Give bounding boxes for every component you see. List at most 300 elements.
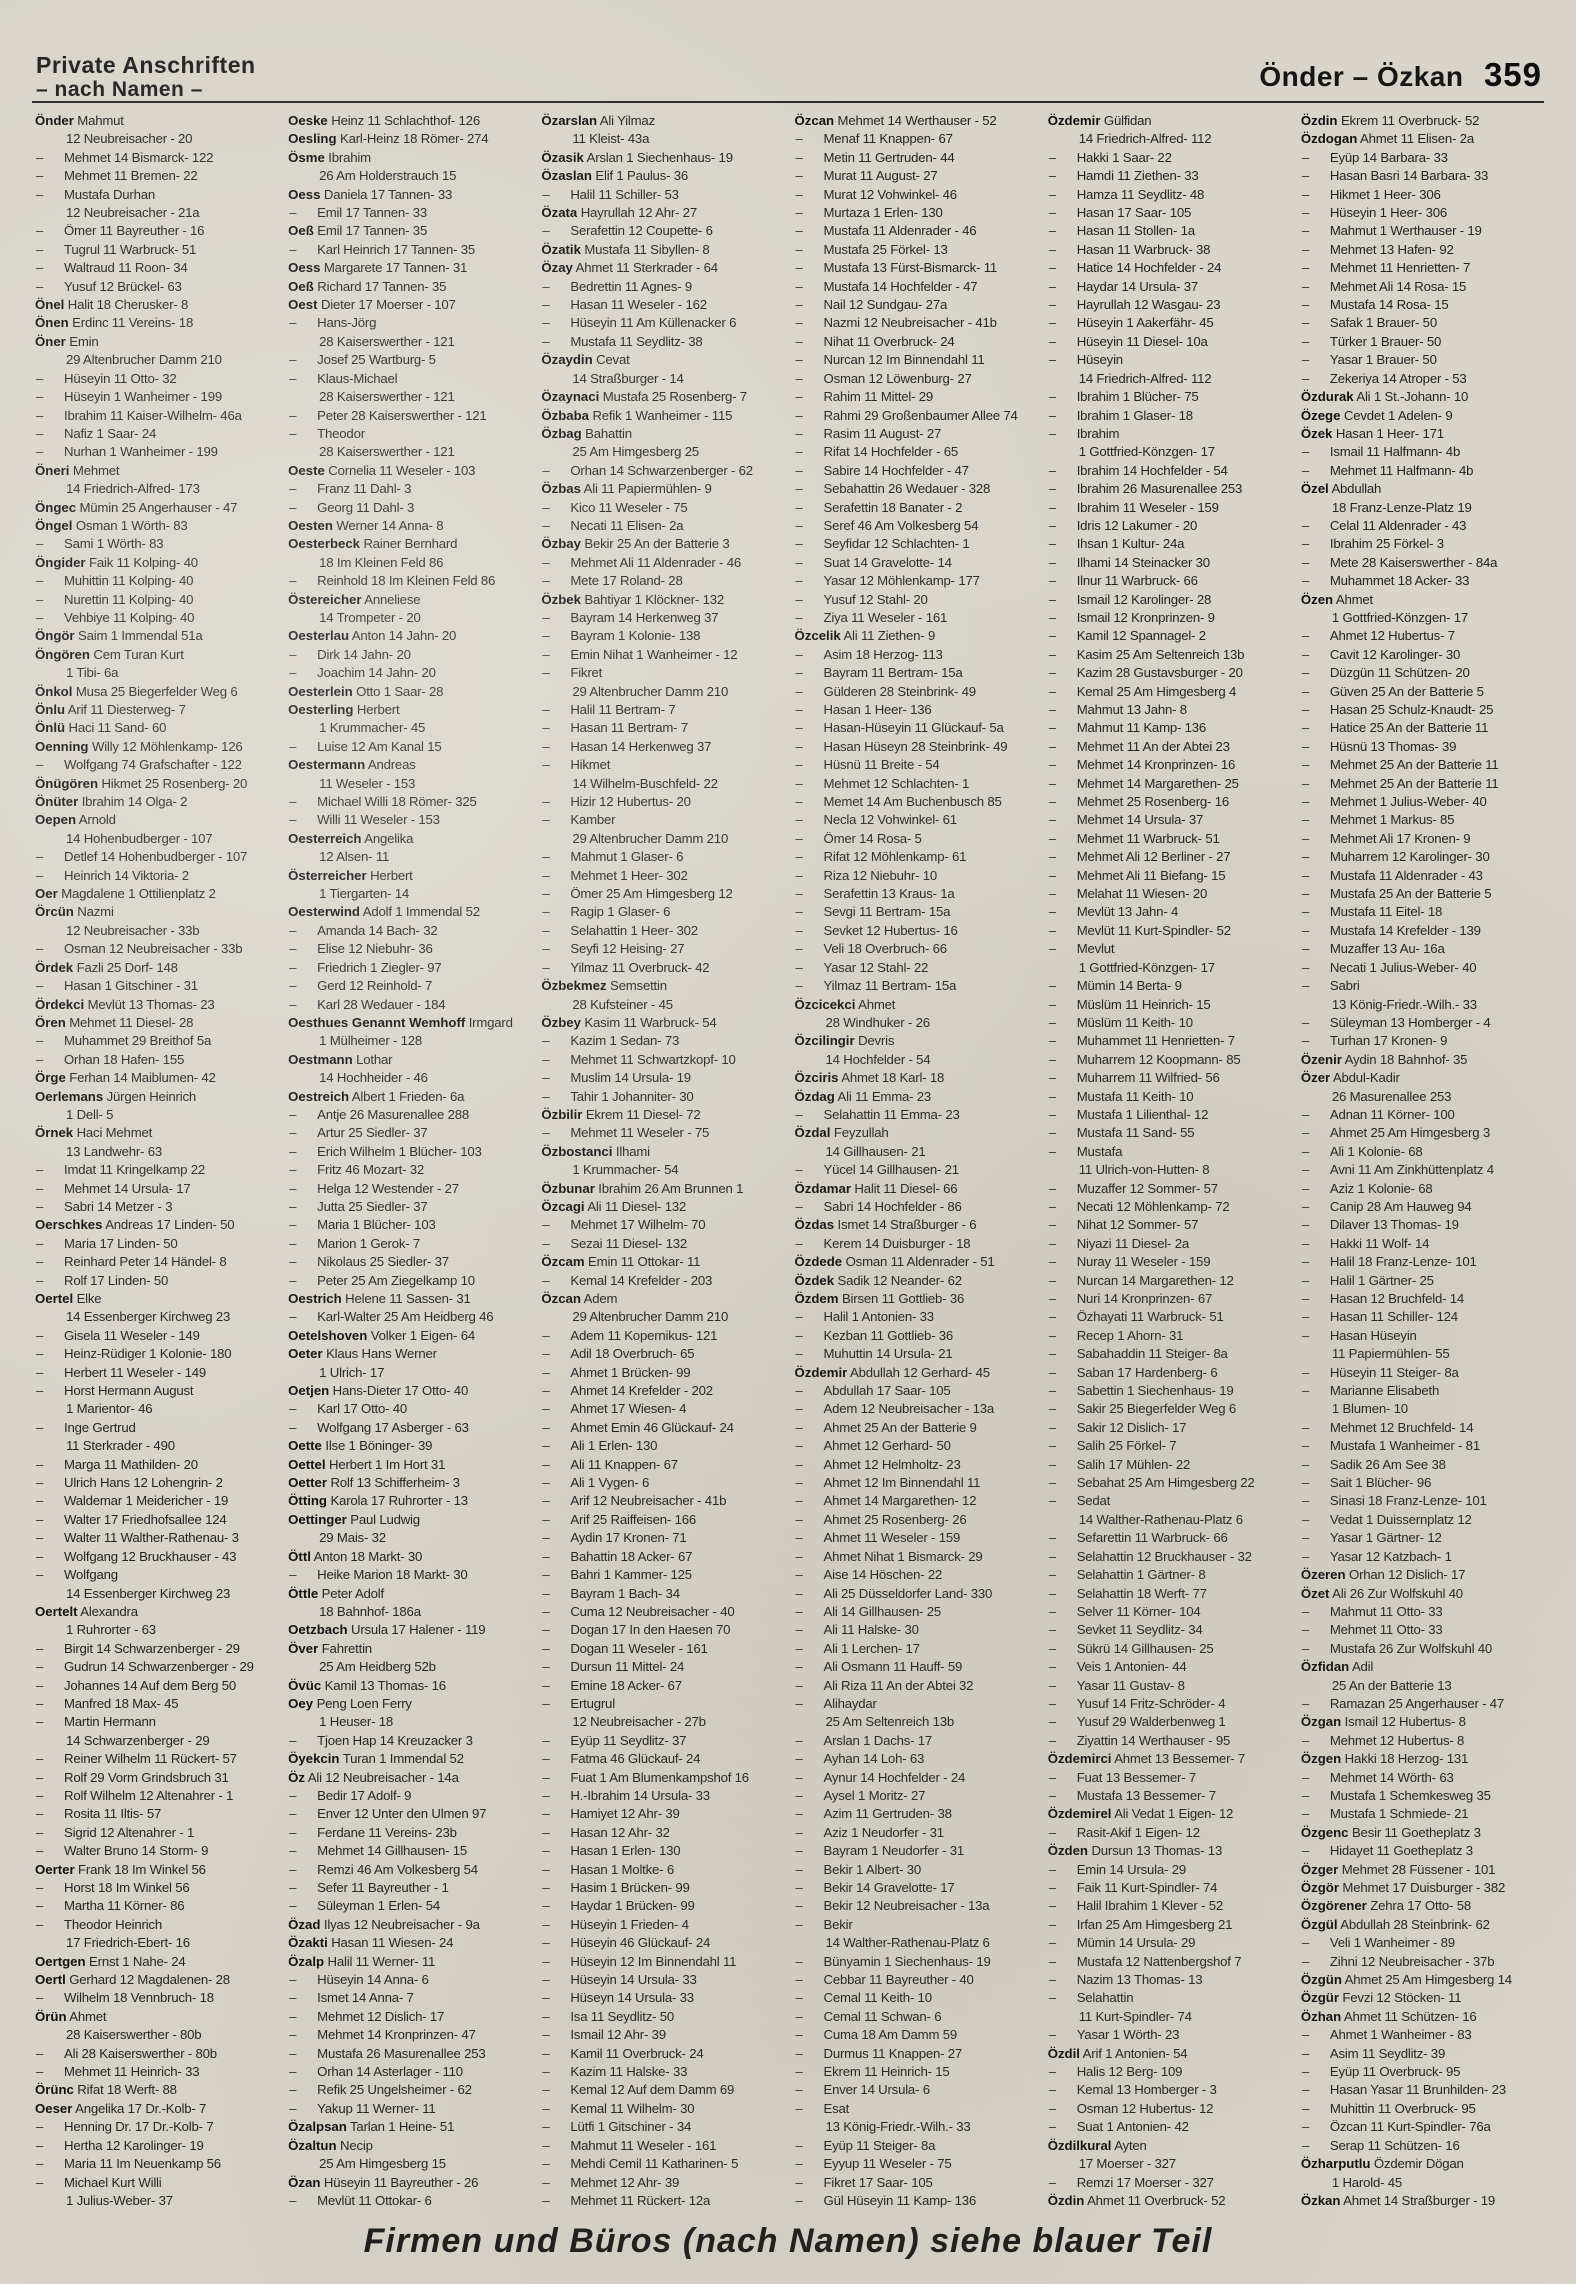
ditto-dash: – [542, 665, 550, 681]
ditto-dash: – [1301, 536, 1309, 552]
directory-entry-headword: Öttl Anton 18 Markt- 30 [288, 1548, 423, 1564]
directory-entry-address: 25 Am Heidberg 52b [319, 1659, 436, 1675]
ditto-dash: – [36, 757, 44, 773]
directory-entry: – Ali 28 Kaiserswerther - 80b [35, 2045, 279, 2063]
directory-entry: – Suat 1 Antonien- 42 [1048, 2118, 1292, 2136]
surname: Önüter [35, 794, 79, 810]
directory-entry: – Ali 11 Halske- 30 [795, 1621, 1039, 1639]
surname: Özaslan [541, 168, 592, 184]
directory-entry-headword: Oette Ilse 1 Böninger- 39 [288, 1438, 433, 1454]
ditto-dash: – [1301, 665, 1309, 681]
surname: Özdil [1047, 2045, 1080, 2061]
directory-entry: – Murat 11 August- 27 [795, 167, 1039, 185]
ditto-dash: – [795, 1677, 803, 1693]
ditto-dash: – [1048, 683, 1056, 699]
directory-entry-address: 25 Am Himgesberg 25 [572, 444, 700, 460]
ditto-dash: – [795, 517, 803, 533]
ditto-dash: – [1048, 168, 1056, 184]
directory-entry-headword: Özdemirci Ahmet 13 Bessemer- 7 [1047, 1751, 1246, 1767]
ditto-dash: – [1048, 794, 1056, 810]
ditto-dash: – [289, 1180, 297, 1196]
surname: Özaydin [541, 352, 593, 368]
directory-entry: – Hüseyin 1 Frieden- 4 [541, 1916, 785, 1934]
directory-entry: – Azim 11 Gertruden- 38 [795, 1805, 1039, 1823]
directory-entry: – Hamza 11 Seydlitz- 48 [1048, 186, 1292, 204]
surname: Özaynaci [541, 389, 600, 405]
directory-entry: – Muhuttin 14 Ursula- 21 [795, 1345, 1039, 1363]
directory-entry-address: 26 Am Holderstrauch 15 [319, 168, 457, 184]
directory-entry: – Ahmet 12 Gerhard- 50 [795, 1437, 1039, 1455]
ditto-dash: – [1048, 389, 1056, 405]
ditto-dash: – [542, 2064, 550, 2080]
directory-entry: – Muhittin 11 Kolping- 40 [35, 572, 279, 590]
surname: Örünc [35, 2082, 74, 2098]
directory-entry: – Franz 11 Dahl- 3 [288, 480, 532, 498]
directory-entry: – Hüsnü 11 Breite - 54 [795, 756, 1039, 774]
directory-entry: – Yasar 1 Gärtner- 12 [1301, 1529, 1545, 1547]
directory-entry: – Kazim 28 Gustavsburger - 20 [1048, 664, 1292, 682]
surname: Öngec [35, 499, 77, 515]
directory-entry-headword: Oestrich Helene 11 Sassen- 31 [288, 1291, 471, 1306]
directory-entry-headword: Oettel Herbert 1 Im Hort 31 [288, 1456, 446, 1472]
ditto-dash: – [542, 628, 550, 644]
ditto-dash: – [795, 1327, 803, 1343]
directory-entry-headword: Özbag Bahattin [541, 425, 632, 441]
directory-entry: – Yasar 12 Stahl- 22 [795, 959, 1039, 977]
ditto-dash: – [1048, 1383, 1056, 1399]
directory-entry: – Rifat 14 Hochfelder - 65 [795, 443, 1039, 461]
surname: Oerschkes [35, 1217, 103, 1233]
surname: Örnek [35, 1125, 74, 1141]
directory-entry: – Ertugrul [541, 1695, 785, 1713]
surname: Özdemir [794, 1364, 848, 1380]
ditto-dash: – [542, 2174, 550, 2190]
ditto-dash: – [1048, 1990, 1056, 2006]
directory-entry-address: 1 Gottfried-Könzgen- 17 [1331, 609, 1469, 625]
directory-entry-headword: Oetjen Hans-Dieter 17 Otto- 40 [288, 1383, 469, 1399]
directory-entry-address: 1 Blumen- 10 [1331, 1401, 1408, 1417]
directory-entry-address: 28 Kufsteiner - 45 [572, 996, 673, 1012]
directory-entry: – Süleyman 1 Erlen- 54 [288, 1897, 532, 1915]
ditto-dash: – [1301, 1695, 1309, 1711]
ditto-dash: – [795, 738, 803, 754]
directory-entry: – Ali 1 Lerchen- 17 [795, 1640, 1039, 1658]
ditto-dash: – [1048, 2174, 1056, 2190]
ditto-dash: – [1048, 2082, 1056, 2098]
directory-entry-address: 1 Dell- 5 [66, 1106, 114, 1122]
ditto-dash: – [795, 554, 803, 570]
directory-entry: – Maria 11 Im Neuenkamp 56 [35, 2155, 279, 2173]
directory-entry: – Özhayati 11 Warbruck- 51 [1048, 1308, 1292, 1326]
directory-entry: – Seref 46 Am Volkesberg 54 [795, 517, 1039, 535]
directory-entry-headword: Özdal Feyzullah [794, 1125, 889, 1141]
directory-entry: – Emin 14 Ursula- 29 [1048, 1861, 1292, 1879]
surname: Özdede [794, 1254, 843, 1270]
directory-entry: – Martin Hermann [35, 1713, 279, 1731]
ditto-dash: – [289, 1419, 297, 1435]
directory-entry: – Yusuf 29 Walderbenweg 1 [1048, 1713, 1292, 1731]
directory-entry-address: 1 Harold- 45 [1331, 2174, 1403, 2190]
directory-entry: – Mehmet 17 Wilhelm- 70 [541, 1216, 785, 1234]
directory-entry: – Osman 12 Neubreisacher - 33b [35, 940, 279, 958]
directory-entry: – Ahmet 12 Helmholtz- 23 [795, 1456, 1039, 1474]
directory-entry: – Ömer 25 Am Himgesberg 12 [541, 885, 785, 903]
directory-entry: – Hasan 1 Moltke- 6 [541, 1861, 785, 1879]
directory-entry: – Serap 11 Schützen- 16 [1301, 2137, 1545, 2155]
directory-entry-headword: Oesterwind Adolf 1 Immendal 52 [288, 904, 480, 920]
ditto-dash: – [1048, 1493, 1056, 1509]
directory-entry: – Ibrahim [1048, 425, 1292, 443]
directory-entry: – Ali 1 Erlen- 130 [541, 1437, 785, 1455]
ditto-dash: – [542, 922, 550, 938]
surname: Oertgen [35, 1953, 86, 1969]
ditto-dash: – [795, 1235, 803, 1251]
ditto-dash: – [289, 978, 297, 994]
directory-entry-headword: Östereicher Anneliese [288, 591, 421, 607]
ditto-dash: – [36, 241, 44, 257]
ditto-dash: – [1301, 1254, 1309, 1270]
ditto-dash: – [36, 1898, 44, 1914]
surname: Özer [1300, 1070, 1331, 1086]
directory-entry-address: 14 Essenberger Kirchweg 23 [66, 1309, 231, 1325]
section-title-line1: Private Anschriften [36, 52, 256, 78]
ditto-dash: – [795, 959, 803, 975]
directory-entry: – Durmus 11 Knappen- 27 [795, 2045, 1039, 2063]
directory-entry-headword: Özdurak Ali 1 St.-Johann- 10 [1300, 389, 1469, 405]
directory-entry: – Inge Gertrud [35, 1419, 279, 1437]
directory-entry-address: 1 Tiergarten- 14 [319, 886, 410, 902]
ditto-dash: – [1301, 1493, 1309, 1509]
directory-entry: – Fatma 46 Glückauf- 24 [541, 1750, 785, 1768]
directory-entry: – Kezban 11 Gottlieb- 36 [795, 1327, 1039, 1345]
ditto-dash: – [1301, 315, 1309, 331]
ditto-dash: – [289, 1861, 297, 1877]
directory-entry: – Özcan 11 Kurt-Spindler- 76a [1301, 2118, 1545, 2136]
directory-entry: – Ahmet 14 Krefelder - 202 [541, 1382, 785, 1400]
ditto-dash: – [795, 205, 803, 221]
ditto-dash: – [1048, 941, 1056, 957]
directory-entry: – Kemal 25 Am Himgesberg 4 [1048, 683, 1292, 701]
ditto-dash: – [1301, 1291, 1309, 1306]
ditto-dash: – [795, 462, 803, 478]
ditto-dash: – [542, 1383, 550, 1399]
directory-entry-headword: Özgörener Zehra 17 Otto- 58 [1300, 1898, 1471, 1914]
directory-entry-address: 14 Walther-Rathenau-Platz 6 [825, 1935, 990, 1951]
ditto-dash: – [542, 1346, 550, 1362]
directory-entry: – Serafettin 13 Kraus- 1a [795, 885, 1039, 903]
ditto-dash: – [542, 1272, 550, 1288]
ditto-dash: – [542, 333, 550, 349]
ditto-dash: – [1048, 922, 1056, 938]
directory-entry-headword: Önder Mahmut [35, 113, 124, 128]
directory-entry: – Hüseyin 11 Steiger- 8a [1301, 1364, 1545, 1382]
surname: Özgan [1300, 1714, 1342, 1730]
directory-entry: – Hasan 11 Weseler - 162 [541, 296, 785, 314]
directory-entry-headword: Özalp Halil 11 Werner- 11 [288, 1953, 436, 1969]
ditto-dash: – [542, 738, 550, 754]
ditto-dash: – [1301, 1309, 1309, 1325]
directory-entry: – Canip 28 Am Hauweg 94 [1301, 1198, 1545, 1216]
ditto-dash: – [795, 573, 803, 589]
directory-entry-headword: Oenning Willy 12 Möhlenkamp- 126 [35, 738, 243, 754]
directory-entry: – Hasan Yasar 11 Brunhilden- 23 [1301, 2081, 1545, 2099]
directory-entry: – Henning Dr. 17 Dr.-Kolb- 7 [35, 2118, 279, 2136]
directory-entry: – Hamiyet 12 Ahr- 39 [541, 1805, 785, 1823]
directory-entry: – Yusuf 12 Stahl- 20 [795, 591, 1039, 609]
ditto-dash: – [542, 517, 550, 533]
directory-entry: – Marianne Elisabeth [1301, 1382, 1545, 1400]
surname: Ören [35, 1014, 66, 1030]
directory-entry: – Mehmet 11 An der Abtei 23 [1048, 738, 1292, 756]
directory-entry: – Ibrahim 11 Kaiser-Wilhelm- 46a [35, 407, 279, 425]
directory-entry: – Sabahaddin 11 Steiger- 8a [1048, 1345, 1292, 1363]
directory-entry: – Eyyup 11 Weseler - 75 [795, 2155, 1039, 2173]
directory-entry: – Hüseyin 14 Anna- 6 [288, 1971, 532, 1989]
surname: Oesterlau [288, 628, 350, 644]
ditto-dash: – [289, 1235, 297, 1251]
directory-entry-headword: Örge Ferhan 14 Maiblumen- 42 [35, 1070, 216, 1086]
ditto-dash: – [1301, 941, 1309, 957]
ditto-dash: – [36, 941, 44, 957]
directory-entry-headword: Özgen Hakki 18 Herzog- 131 [1300, 1751, 1469, 1767]
ditto-dash: – [1048, 1916, 1056, 1932]
ditto-dash: – [1301, 2027, 1309, 2043]
directory-entry: – Ismail 11 Halfmann- 4b [1301, 443, 1545, 461]
directory-entry: – Ali 14 Gillhausen- 25 [795, 1603, 1039, 1621]
ditto-dash: – [542, 959, 550, 975]
directory-entry: – Ahmet 1 Wanheimer - 83 [1301, 2026, 1545, 2044]
ditto-dash: – [1301, 573, 1309, 589]
directory-entry: – Sevket 12 Hubertus- 16 [795, 922, 1039, 940]
ditto-dash: – [1048, 1824, 1056, 1840]
directory-entry-address: 1 Julius-Weber- 37 [66, 2192, 173, 2208]
directory-entry: – Ahmet 17 Wiesen- 4 [541, 1400, 785, 1418]
directory-entry: – Tugrul 11 Warbruck- 51 [35, 241, 279, 259]
directory-entry-address: 25 Am Himgesberg 15 [319, 2156, 446, 2172]
directory-entry: – Theodor Heinrich [35, 1916, 279, 1934]
directory-entry-headword: Özad Ilyas 12 Neubreisacher - 9a [288, 1916, 480, 1932]
directory-entry-headword: Öner Emin [35, 333, 99, 349]
directory-entry: – Bedir 17 Adolf- 9 [288, 1787, 532, 1805]
directory-entry-headword: Oeske Heinz 11 Schlachthof- 126 [288, 113, 480, 128]
surname: Özasik [541, 149, 584, 165]
surname: Özeren [1300, 1567, 1346, 1583]
directory-entry-headword: Özaltun Necip [288, 2137, 373, 2153]
directory-entry: – Rasim 11 August- 27 [795, 425, 1039, 443]
ditto-dash: – [542, 1769, 550, 1785]
ditto-dash: – [1301, 278, 1309, 294]
ditto-dash: – [542, 186, 550, 202]
directory-entry: – Ziya 11 Weseler - 161 [795, 609, 1039, 627]
directory-entry: – Karl 28 Wedauer - 184 [288, 996, 532, 1014]
directory-entry: – Mevlut [1048, 940, 1292, 958]
ditto-dash: – [795, 2045, 803, 2061]
ditto-dash: – [1301, 1438, 1309, 1454]
directory-entry: – Hasan 12 Bruchfeld- 14 [1301, 1290, 1545, 1308]
ditto-dash: – [1301, 1622, 1309, 1638]
directory-entry: – Mahmut 11 Otto- 33 [1301, 1603, 1545, 1621]
directory-entry: – Ismail 12 Karolinger- 28 [1048, 591, 1292, 609]
ditto-dash: – [36, 2174, 44, 2190]
directory-entry: – Mehmet 14 Gillhausen- 15 [288, 1842, 532, 1860]
ditto-dash: – [36, 2119, 44, 2135]
directory-entry: – Wolfgang 17 Asberger - 63 [288, 1419, 532, 1437]
directory-entry: – Yusuf 12 Brückel- 63 [35, 278, 279, 296]
directory-entry: – Aise 14 Höschen- 22 [795, 1566, 1039, 1584]
directory-column-6 [1301, 112, 1545, 2212]
directory-entry: – Mevlüt 13 Jahn- 4 [1048, 903, 1292, 921]
directory-entry: – Karl Heinrich 17 Tannen- 35 [288, 241, 532, 259]
directory-entry: – Avni 11 Am Zinkhüttenplatz 4 [1301, 1161, 1545, 1179]
directory-entry-headword: Öttle Peter Adolf [288, 1585, 384, 1601]
surname: Oertel [35, 1291, 74, 1306]
directory-entry: – Ahmet 25 An der Batterie 9 [795, 1419, 1039, 1437]
ditto-dash: – [1301, 849, 1309, 865]
directory-entry: – Muzaffer 13 Au- 16a [1301, 940, 1545, 958]
directory-entry: – Ismet 14 Anna- 7 [288, 1989, 532, 2007]
ditto-dash: – [289, 499, 297, 515]
directory-entry: – Mehmet Ali 11 Biefang- 15 [1048, 867, 1292, 885]
directory-entry: – Ömer 11 Bayreuther - 16 [35, 222, 279, 240]
ditto-dash: – [795, 1751, 803, 1767]
ditto-dash: – [1301, 554, 1309, 570]
ditto-dash: – [795, 1916, 803, 1932]
directory-entry: – Ahmet Emin 46 Glückauf- 24 [541, 1419, 785, 1437]
surname: Özdek [794, 1272, 835, 1288]
directory-entry-headword: Oetelshoven Volker 1 Eigen- 64 [288, 1327, 475, 1343]
ditto-dash: – [289, 646, 297, 662]
directory-entry: – Kamil 11 Overbruck- 24 [541, 2045, 785, 2063]
ditto-dash: – [36, 1364, 44, 1380]
directory-entry: – Necati 12 Möhlenkamp- 72 [1048, 1198, 1292, 1216]
directory-entry: – Hasim 1 Brücken- 99 [541, 1879, 785, 1897]
surname: Övüc [288, 1677, 322, 1693]
directory-entry-headword: Özel Abdullah [1300, 481, 1382, 497]
surname: Özek [1300, 425, 1333, 441]
directory-entry: – Muhammet 29 Breithof 5a [35, 1032, 279, 1050]
ditto-dash: – [795, 1972, 803, 1988]
surname: Oetjen [288, 1383, 330, 1399]
ditto-dash: – [795, 2027, 803, 2043]
directory-entry: – Selahattin 11 Emma- 23 [795, 1106, 1039, 1124]
directory-entry: – Mehmet 13 Hafen- 92 [1301, 241, 1545, 259]
ditto-dash: – [36, 1714, 44, 1730]
directory-entry: – Salih 17 Mühlen- 22 [1048, 1456, 1292, 1474]
directory-entry: – Güven 25 An der Batterie 5 [1301, 683, 1545, 701]
directory-entry-headword: Özdek Sadik 12 Neander- 62 [794, 1272, 962, 1288]
directory-entry-headword: Oest Dieter 17 Moerser - 107 [288, 297, 456, 313]
directory-entry: – Heinz-Rüdiger 1 Kolonie- 180 [35, 1345, 279, 1363]
directory-entry: – Mehmet 11 Heinrich- 33 [35, 2063, 279, 2081]
directory-columns [35, 112, 1545, 2212]
directory-entry: – Zekeriya 14 Atroper - 53 [1301, 370, 1545, 388]
directory-entry: – Mehmet 12 Bruchfeld- 14 [1301, 1419, 1545, 1437]
directory-entry-headword: Özasik Arslan 1 Siechenhaus- 19 [541, 149, 733, 165]
ditto-dash: – [36, 1567, 44, 1583]
ditto-dash: – [542, 1033, 550, 1049]
ditto-dash: – [289, 1806, 297, 1822]
ditto-dash: – [1301, 2137, 1309, 2153]
directory-entry-address: 14 Schwarzenberger - 29 [66, 1732, 210, 1748]
directory-entry: – Ibrahim 1 Blücher- 75 [1048, 388, 1292, 406]
directory-entry: – Halil 1 Gärtner- 25 [1301, 1272, 1545, 1290]
directory-entry-address: 28 Windhuker - 26 [825, 1014, 930, 1030]
directory-entry-address: 14 Walther-Rathenau-Platz 6 [1078, 1511, 1243, 1527]
surname: Özalpsan [288, 2119, 347, 2135]
surname: Özbey [541, 1014, 581, 1030]
ditto-dash: – [795, 1346, 803, 1362]
directory-entry: – Ahmet 14 Margarethen- 12 [795, 1492, 1039, 1510]
directory-entry-address: 29 Mais- 32 [319, 1530, 386, 1546]
ditto-dash: – [1048, 1732, 1056, 1748]
ditto-dash: – [1048, 186, 1056, 202]
directory-entry: – Bayram 1 Kolonie- 138 [541, 627, 785, 645]
surname: Özen [1300, 591, 1334, 607]
surname: Özcan [794, 113, 835, 128]
directory-entry: – Bayram 1 Neudorfer - 31 [795, 1842, 1039, 1860]
directory-entry: – Kamil 12 Spannagel- 2 [1048, 627, 1292, 645]
directory-entry: – Ömer 14 Rosa- 5 [795, 830, 1039, 848]
directory-entry-headword: Özgül Abdullah 28 Steinbrink- 62 [1300, 1916, 1490, 1932]
directory-entry: – Hayrullah 12 Wasgau- 23 [1048, 296, 1292, 314]
directory-entry-headword: Özden Dursun 13 Thomas- 13 [1047, 1843, 1223, 1859]
ditto-dash: – [36, 1769, 44, 1785]
directory-entry: – Hidayet 11 Goetheplatz 3 [1301, 1842, 1545, 1860]
surname: Özdem [794, 1291, 839, 1306]
ditto-dash: – [289, 1732, 297, 1748]
ditto-dash: – [289, 1567, 297, 1583]
ditto-dash: – [1048, 1217, 1056, 1233]
ditto-dash: – [289, 2082, 297, 2098]
directory-entry: – Mustafa 13 Fürst-Bismarck- 11 [795, 259, 1039, 277]
directory-entry: – Birgit 14 Schwarzenberger - 29 [35, 1640, 279, 1658]
directory-entry: – Waltraud 11 Roon- 34 [35, 259, 279, 277]
ditto-dash: – [1048, 1714, 1056, 1730]
ditto-dash: – [289, 1162, 297, 1178]
directory-entry: – Hasan 1 Heer- 136 [795, 701, 1039, 719]
directory-entry-address: 12 Neubreisacher - 20 [66, 131, 193, 147]
ditto-dash: – [795, 1622, 803, 1638]
ditto-dash: – [1301, 1603, 1309, 1619]
directory-entry: – Nihat 12 Sommer- 57 [1048, 1216, 1292, 1234]
ditto-dash: – [542, 1622, 550, 1638]
directory-entry: – Willi 11 Weseler - 153 [288, 811, 532, 829]
directory-entry: – Maria 1 Blücher- 103 [288, 1216, 532, 1234]
directory-entry: – Mehmet Ali 17 Kronen- 9 [1301, 830, 1545, 848]
directory-entry: – Vedat 1 Duissernplatz 12 [1301, 1511, 1545, 1529]
directory-entry: – Seyfidar 12 Schlachten- 1 [795, 535, 1039, 553]
ditto-dash: – [542, 2045, 550, 2061]
directory-entry: – Dogan 11 Weseler - 161 [541, 1640, 785, 1658]
directory-entry: – Mustafa 11 Aldenrader - 46 [795, 222, 1039, 240]
directory-entry-headword: Özbey Kasim 11 Warbruck- 54 [541, 1014, 717, 1030]
ditto-dash: – [36, 2137, 44, 2153]
ditto-dash: – [1048, 1953, 1056, 1969]
directory-entry: – Muhammet 11 Henrietten- 7 [1048, 1032, 1292, 1050]
directory-entry-headword: Özbek Bahtiyar 1 Klöckner- 132 [541, 591, 724, 607]
directory-entry: – Sabettin 1 Siechenhaus- 19 [1048, 1382, 1292, 1400]
directory-entry: – Bekir [795, 1916, 1039, 1934]
ditto-dash: – [1301, 333, 1309, 349]
ditto-dash: – [542, 1401, 550, 1417]
directory-entry: – Melahat 11 Wiesen- 20 [1048, 885, 1292, 903]
directory-entry: – Ali 1 Kolonie- 68 [1301, 1143, 1545, 1161]
ditto-dash: – [795, 2156, 803, 2172]
ditto-dash: – [1048, 1327, 1056, 1343]
directory-entry: – Sebahat 25 Am Himgesberg 22 [1048, 1474, 1292, 1492]
ditto-dash: – [289, 1217, 297, 1233]
ditto-dash: – [1301, 794, 1309, 810]
